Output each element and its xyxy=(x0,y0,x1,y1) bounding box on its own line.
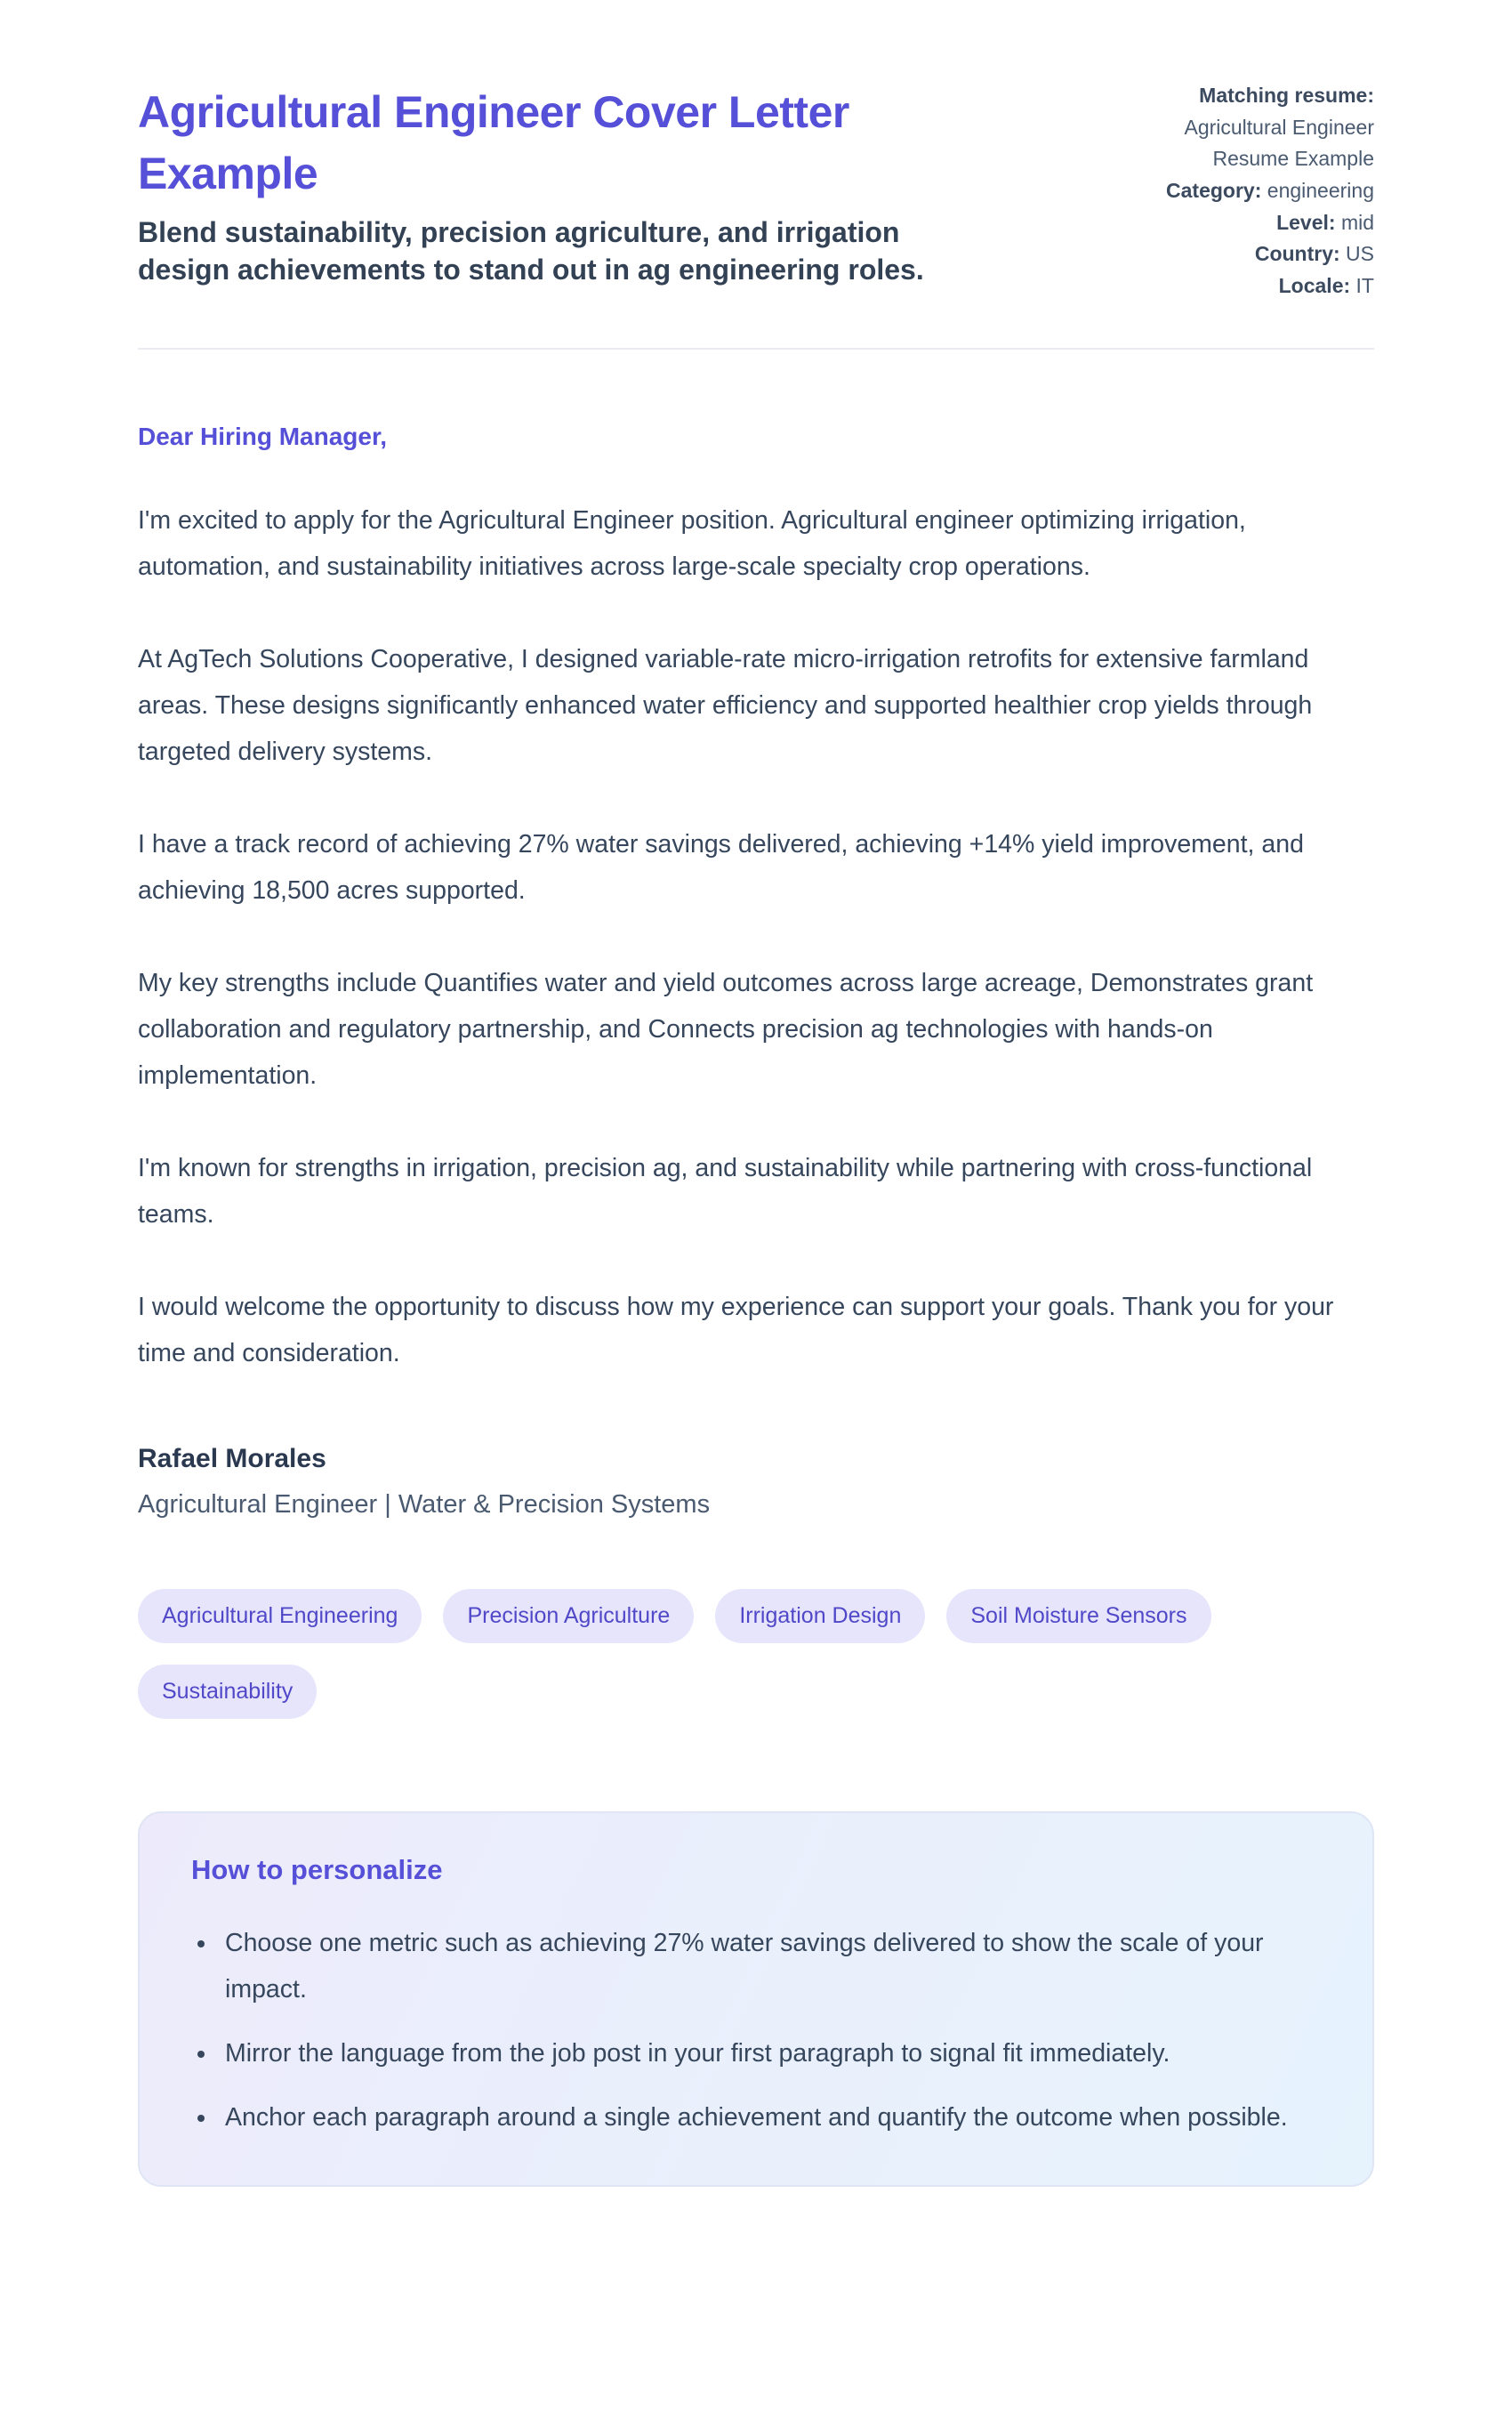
signature-role: Agricultural Engineer | Water & Precision Systems xyxy=(138,1490,711,1520)
letter-paragraph: My key strengths include Quantifies water and yield outcomes across large acreage, Demonstrates grant collaboration and regulatory partnership, and Connects precision ag technologies with hands-on implementation. xyxy=(138,969,1314,1091)
category-value: engineering xyxy=(1267,178,1374,202)
category-label: Category: xyxy=(1166,178,1262,202)
tip-item: • Choose one metric such as achieving 27% water savings delivered to show the scale of your impact. xyxy=(218,1920,1321,2012)
personalization-tips-box xyxy=(138,1811,1374,2187)
level-row xyxy=(1063,207,1374,239)
header xyxy=(138,78,1374,302)
country-value: US xyxy=(1346,242,1374,266)
tag-pill-precision-agriculture: Precision Agriculture xyxy=(443,1589,694,1643)
letter-paragraph: I'm excited to apply for the Agricultural Engineer position. Agricultural engineer optimizing irrigation, automation, and sustainability initiatives across large-scale specialty crop operations. xyxy=(138,506,1246,582)
tips-list xyxy=(191,1920,1321,2141)
letter-paragraph: At AgTech Solutions Cooperative, I designed variable-rate micro-irrigation retrofits for extensive farmland areas. These designs significantly enhanced water efficiency and supported healthier crop yields through targeted delivery systems. xyxy=(138,645,1313,767)
letter-paragraph: I'm known for strengths in irrigation, precision ag, and sustainability while partnering with cross-functional teams. xyxy=(138,1154,1313,1230)
tag-pill-sustainability: Sustainability xyxy=(138,1665,317,1719)
country-label: Country: xyxy=(1254,242,1340,266)
category-row xyxy=(1063,175,1374,207)
salutation: Dear Hiring Manager, xyxy=(138,423,388,451)
letter-paragraph: I have a track record of achieving 27% water savings delivered, achieving +14% yield improvement, and achieving 18,500 acres supported. xyxy=(138,830,1304,906)
page-title: Agricultural Engineer Cover Letter Example xyxy=(138,87,849,198)
tag-pill-agricultural-engineering: Agricultural Engineering xyxy=(138,1589,422,1643)
country-row xyxy=(1063,238,1374,270)
resume-meta xyxy=(1063,78,1374,302)
tip-item: • Anchor each paragraph around a single achievement and quantify the outcome when possible. xyxy=(218,2094,1321,2141)
keyword-tags xyxy=(138,1589,1259,1719)
level-label: Level: xyxy=(1276,210,1336,234)
matching-resume-label: Matching resume: xyxy=(1199,84,1374,107)
level-value: mid xyxy=(1340,210,1374,234)
tip-item: • Mirror the language from the job post in your first paragraph to signal fit immediately. xyxy=(218,2030,1321,2076)
tag-pill-soil-moisture-sensors: Soil Moisture Sensors xyxy=(946,1589,1210,1643)
locale-label: Locale: xyxy=(1278,273,1351,297)
tips-title: How to personalize xyxy=(191,1854,443,1886)
header-text-block xyxy=(138,78,947,288)
matching-resume-row xyxy=(1063,80,1374,175)
tag-pill-irrigation-design: Irrigation Design xyxy=(715,1589,925,1643)
letter-paragraph: I would welcome the opportunity to discuss how my experience can support your goals. Thank you for your time and consideration. xyxy=(138,1293,1334,1368)
letter-body xyxy=(138,423,1374,2187)
locale-value: IT xyxy=(1355,273,1374,297)
locale-row xyxy=(1063,270,1374,302)
signature-name: Rafael Morales xyxy=(138,1444,326,1474)
page-subtitle: Blend sustainability, precision agriculture, and irrigation design achievements to stand out in ag engineering roles. xyxy=(138,216,924,286)
matching-resume-value: Agricultural Engineer Resume Example xyxy=(1184,115,1374,171)
header-divider xyxy=(138,348,1374,350)
